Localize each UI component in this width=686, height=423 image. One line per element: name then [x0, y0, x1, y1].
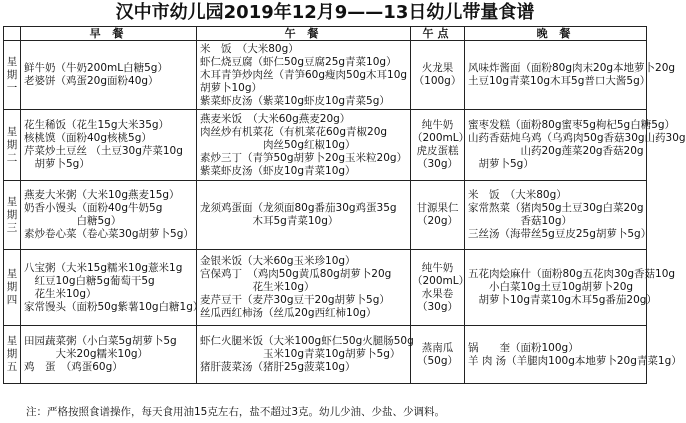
lunch-line: 龙须鸡蛋面（龙须面80g番茄30g鸡蛋35g [200, 202, 397, 214]
day-label: 星期四 [6, 268, 18, 306]
lunch-line: 木耳青笋炒肉丝（青笋60g瘦肉50g木耳10g [200, 68, 408, 81]
breakfast-line: 田园蔬菜粥（小白菜5g胡萝卜5g [24, 335, 177, 347]
breakfast-line: 胡萝卜5g） [24, 158, 90, 170]
lunch-line: 胡萝卜10g） [200, 81, 263, 94]
header-row [4, 27, 647, 41]
snack-line: 纯牛奶 [421, 261, 454, 274]
snack-cell [411, 250, 470, 326]
footnote: 注：严格按照食谱操作，每天食用油15克左右，盐不超过3克。幼儿少油、少盐、少调料。 [26, 406, 446, 418]
lunch-line: 玉米10g青菜10g胡萝卜5g） [200, 348, 401, 360]
lunch-line: 金银米饭（大米60g玉米珍10g） [200, 255, 356, 267]
lunch-line: 麦芹豆干（麦芹30g豆干20g胡萝卜5g） [200, 294, 390, 306]
dinner-line: 土豆10g青菜10g木耳5g普口大酱5g） [468, 75, 651, 87]
snack-line: 虎皮蛋糕 [416, 145, 459, 157]
day-row [4, 41, 647, 110]
page-title: 汉中市幼儿园2019年12月9——13日幼儿带量食谱 [115, 2, 535, 23]
lunch-line: 猪肝菠菜汤（猪肝25g菠菜10g） [200, 361, 356, 373]
lunch-line: 花生米10g） [200, 281, 315, 293]
snack-line: 甘源果仁 [416, 202, 459, 214]
lunch-line: 木耳5g青菜10g） [200, 215, 339, 227]
header-snack: 午点 [411, 27, 465, 41]
lunch-line: 宫保鸡丁 （鸡肉50g黄瓜80g胡萝卜20g [200, 268, 392, 280]
dinner-cell [465, 250, 676, 326]
dinner-line: 锅 奎（面粉100g） [468, 341, 579, 354]
breakfast-line: 奶香小馒头（面粉40g牛奶5g [24, 202, 163, 214]
day-label-cell [4, 110, 21, 181]
lunch-line: 虾仁烧豆腐（虾仁50g豆腐25g青菜10g） [200, 55, 397, 68]
breakfast-line: 花生稀饭（花生15g大米35g） [24, 119, 170, 131]
dinner-cell [465, 181, 652, 250]
header-breakfast: 早 餐 [21, 27, 197, 41]
breakfast-line: 燕麦大米粥（大米10g燕麦15g） [24, 189, 180, 201]
day-label-cell [4, 41, 21, 110]
snack-cell [411, 41, 465, 110]
header-day [4, 27, 21, 41]
dinner-line: 蜜枣发糕（面粉80g蜜枣5g枸杞5g白糖5g） [468, 119, 676, 131]
dinner-line: 胡萝卜10g青菜10g木耳5g番茄20g） [468, 294, 657, 306]
snack-line: （20g） [416, 215, 459, 227]
lunch-line: 虾仁火腿米饭（大米100g虾仁50g火腿肠50g [200, 335, 414, 347]
dinner-line: 香菇10g） [468, 215, 573, 227]
dinner-line: 羊 肉 汤（羊腿肉100g本地萝卜20g青菜1g） [468, 354, 682, 367]
snack-line: （200mL） [412, 274, 470, 287]
day-label-cell [4, 250, 21, 326]
breakfast-cell [21, 326, 197, 384]
snack-line: （30g） [416, 158, 459, 170]
breakfast-line: 老婆饼（鸡蛋20g面粉40g） [24, 75, 159, 87]
dinner-line: 山药20g莲菜20g香菇20g [468, 145, 644, 157]
snack-line: （100g） [413, 75, 462, 87]
menu-table [3, 26, 686, 384]
day-row [4, 110, 647, 181]
breakfast-line: 大米20g糯米10g） [24, 348, 149, 360]
day-label-cell [4, 326, 21, 384]
breakfast-line: 鸡 蛋 （鸡蛋60g） [24, 361, 123, 373]
breakfast-cell [21, 250, 204, 326]
lunch-cell [197, 181, 411, 250]
breakfast-cell [21, 181, 197, 250]
dinner-cell [465, 41, 676, 110]
day-label: 星期五 [6, 335, 18, 373]
breakfast-line: 白糖5g） [24, 215, 122, 227]
breakfast-line: 花生米10g） [24, 287, 97, 300]
dinner-line: 三丝汤（海带丝5g豆皮25g胡萝卜5g） [468, 228, 652, 240]
lunch-cell [197, 326, 414, 384]
lunch-cell [197, 41, 411, 110]
day-label: 星期一 [6, 55, 18, 94]
dinner-cell [465, 326, 682, 384]
lunch-line: 燕麦米饭 （大米60g燕麦20g） [200, 112, 351, 125]
lunch-line: 肉丝炒有机菜花（有机菜花60g青椒20g [200, 125, 388, 138]
day-row [4, 181, 647, 250]
breakfast-line: 家常馒头（面粉50g紫薯10g白糖1g） [24, 300, 204, 313]
breakfast-line: 八宝粥（大米15g糯米10g薏米1g [24, 261, 183, 274]
snack-line: 火龙果 [421, 62, 454, 74]
day-label: 星期二 [6, 125, 18, 164]
day-row [4, 326, 647, 384]
dinner-line: 风味炸酱面（面粉80g肉末20g本地萝卜20g [468, 62, 676, 74]
dinner-line: 五花肉烩麻什（面粉80g五花肉30g香菇10g [468, 268, 676, 280]
dinner-line: 小白菜10g土豆10g胡萝卜20g [468, 281, 634, 293]
lunch-line: 素炒三丁（青笋50g胡萝卜20g玉米粒20g） [200, 151, 408, 164]
day-label: 星期三 [6, 195, 18, 234]
header-dinner: 晚 餐 [465, 27, 647, 41]
breakfast-line: 芹菜炒土豆丝 （土豆30g芹菜10g [24, 145, 183, 157]
snack-line: 水果卷 [421, 287, 454, 300]
dinner-line: 胡萝卜5g） [468, 158, 534, 170]
dinner-line: 家常熬菜（猪肉50g土豆30g白菜20g [468, 202, 644, 214]
day-row [4, 250, 647, 326]
dinner-cell [465, 110, 686, 181]
breakfast-line: 鲜牛奶（牛奶200mL白糖5g） [24, 62, 168, 74]
lunch-cell [197, 110, 411, 181]
lunch-line: 米 饭 （大米80g） [200, 42, 299, 55]
snack-cell [411, 110, 470, 181]
day-label-cell [4, 181, 21, 250]
dinner-line: 米 饭 （大米80g） [468, 189, 567, 201]
snack-cell [411, 181, 465, 250]
breakfast-line: 核桃馍（面粉40g核桃5g） [24, 132, 152, 144]
breakfast-cell [21, 41, 197, 110]
lunch-line: 紫菜虾皮汤（虾皮10g青菜10g） [200, 164, 356, 177]
lunch-line: 丝瓜西红柿汤（丝瓜20g西红柿10g） [200, 307, 377, 319]
snack-line: （50g） [416, 354, 459, 367]
snack-line: 纯牛奶 [421, 119, 454, 131]
lunch-cell [197, 250, 411, 326]
dinner-line: 山药香菇炖乌鸡（乌鸡肉50g香菇30g山药30g [468, 132, 686, 144]
lunch-line: 紫菜虾皮汤（紫菜10g虾皮10g青菜5g） [200, 94, 390, 107]
breakfast-line: 素炒卷心菜（卷心菜30g胡萝卜5g） [24, 228, 194, 240]
snack-line: （200mL） [412, 132, 470, 144]
header-lunch: 午 餐 [197, 27, 411, 41]
breakfast-line: 红豆10g白糖5g葡萄干5g [24, 274, 155, 287]
snack-line: 蒸南瓜 [421, 341, 454, 354]
snack-line: （30g） [416, 300, 459, 313]
lunch-line: 肉丝50g红椒10g） [200, 138, 356, 151]
breakfast-cell [21, 110, 197, 181]
snack-cell [411, 326, 465, 384]
